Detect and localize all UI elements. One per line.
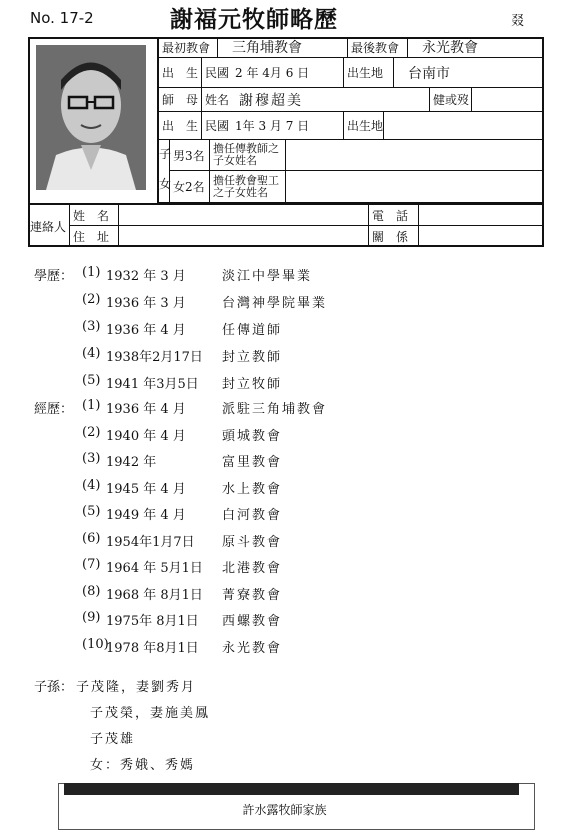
portrait-photo: [36, 45, 146, 190]
corner-mark: 叕: [511, 14, 525, 29]
portrait-image: [36, 45, 146, 190]
education-item-date: 1936 年 4 月: [106, 323, 186, 338]
children-label-daughter: 女: [159, 177, 172, 191]
alive-label: 健或歿: [429, 88, 471, 111]
education-item-number: (3): [82, 319, 101, 334]
career-item-number: (2): [82, 424, 101, 440]
daughters-count: 女2名: [169, 171, 209, 202]
education-item-date: 1938年2月17日: [106, 350, 203, 365]
wife-birth-label: 出 生: [162, 119, 199, 133]
wife-birthplace-label: 出生地: [343, 112, 383, 139]
wife-row: [157, 88, 544, 112]
wife-name-label: 姓名: [205, 93, 230, 107]
descendant-line: 子茂榮，妻施美鳳: [90, 706, 211, 721]
birth-label: 出 生: [162, 66, 199, 80]
career-item-text: 菁寮教會: [222, 587, 283, 603]
career-item-text: 水上教會: [222, 481, 283, 497]
contact-phone-label: 電 話: [368, 205, 418, 225]
contact-section: [28, 203, 544, 247]
wife-birth-row: [157, 112, 544, 140]
daughters-row: [169, 171, 544, 203]
descendant-line: 女：秀娥、秀媽: [90, 758, 196, 773]
wife-birth-era-label: 民國: [205, 119, 230, 133]
bottom-photo-strip: [64, 783, 519, 795]
career-item-number: (1): [82, 398, 101, 413]
career-item-number: (6): [82, 530, 101, 546]
birth-row: [157, 58, 544, 88]
career-item-text: 北港教會: [222, 561, 283, 576]
education-item-number: (1): [82, 265, 101, 280]
career-item-text: 富里教會: [222, 455, 283, 470]
career-item-number: (9): [82, 610, 101, 625]
birth-date: 2 年 4月 6 日: [235, 66, 310, 80]
daughters-service-label: 擔任教會聖工之子女姓名: [209, 171, 285, 202]
birth-era-label: 民國: [205, 66, 230, 80]
contact-relation-label: 關 係: [368, 226, 418, 247]
education-item-text: 淡江中學畢業: [222, 269, 313, 284]
photo-caption: 許水露牧師家族: [242, 803, 327, 817]
career-item-text: 原斗教會: [222, 534, 283, 550]
wife-birth-date: 1年 3 月 7 日: [235, 119, 310, 133]
education-item-number: (4): [82, 346, 101, 361]
education-item-number: (5): [82, 373, 101, 388]
career-item-number: (4): [82, 477, 101, 493]
career-item-text: 永光教會: [222, 640, 283, 656]
children-label-son: 子: [159, 147, 172, 161]
birthplace-value: 台南市: [393, 58, 546, 87]
career-item-date: 1945 年 4 月: [106, 481, 186, 497]
career-item-number: (5): [82, 504, 101, 519]
birthplace-label: 出生地: [343, 58, 393, 87]
education-item-date: 1932 年 3 月: [106, 269, 186, 284]
career-item-text: 頭城教會: [222, 428, 283, 444]
wife-label: 師 母: [162, 93, 199, 107]
first-church-label: 最初教會: [162, 40, 211, 55]
career-item-number: (7): [82, 557, 101, 572]
education-item-text: 台灣神學院畢業: [222, 296, 328, 311]
descendant-line: 子茂雄: [90, 732, 136, 747]
sons-row: [169, 140, 544, 171]
church-row: [157, 37, 544, 58]
career-item-date: 1975年 8月1日: [106, 614, 199, 629]
wife-name: 謝穆超美: [239, 92, 304, 109]
education-item-text: 封立牧師: [222, 377, 283, 392]
career-item-number: (8): [82, 583, 101, 599]
contact-address-label: 住 址: [73, 230, 110, 244]
career-item-date: 1940 年 4 月: [106, 428, 186, 444]
record-number: No. 17-2: [30, 9, 94, 27]
first-church-value: 三角埔教會: [217, 37, 347, 57]
contact-label: 連絡人: [28, 205, 70, 247]
career-item-date: 1964 年 5月1日: [106, 561, 203, 576]
page-title: 謝福元牧師略歷: [170, 7, 338, 33]
career-item-date: 1978 年8月1日: [106, 640, 199, 656]
education-item-number: (2): [82, 292, 101, 307]
education-item-text: 任傳道師: [222, 323, 283, 338]
education-label: 學歷：: [34, 269, 74, 284]
career-item-date: 1954年1月7日: [106, 534, 195, 550]
career-item-text: 白河教會: [222, 508, 283, 523]
career-item-number: (10): [82, 636, 109, 652]
descendants-label: 子孫：: [34, 680, 74, 695]
contact-name-label: 姓 名: [73, 208, 110, 223]
sons-service-label: 擔任傳教師之子女姓名: [209, 140, 285, 170]
career-item-date: 1949 年 4 月: [106, 508, 186, 523]
sons-count: 男3名: [169, 140, 209, 170]
career-item-text: 西螺教會: [222, 614, 283, 629]
career-item-number: (3): [82, 451, 101, 466]
career-label: 經歷：: [34, 402, 74, 417]
descendant-line: 子茂隆，妻劉秀月: [76, 680, 197, 695]
career-item-text: 派駐三角埔教會: [222, 402, 328, 417]
education-item-text: 封立教師: [222, 350, 283, 365]
last-church-label: 最後教會: [347, 37, 407, 57]
last-church-value: 永光教會: [407, 37, 546, 57]
career-item-date: 1968 年 8月1日: [106, 587, 203, 603]
education-item-date: 1941 年3月5日: [106, 377, 199, 392]
education-item-date: 1936 年 3 月: [106, 296, 186, 311]
career-item-date: 1942 年: [106, 455, 157, 470]
career-item-date: 1936 年 4 月: [106, 402, 186, 417]
